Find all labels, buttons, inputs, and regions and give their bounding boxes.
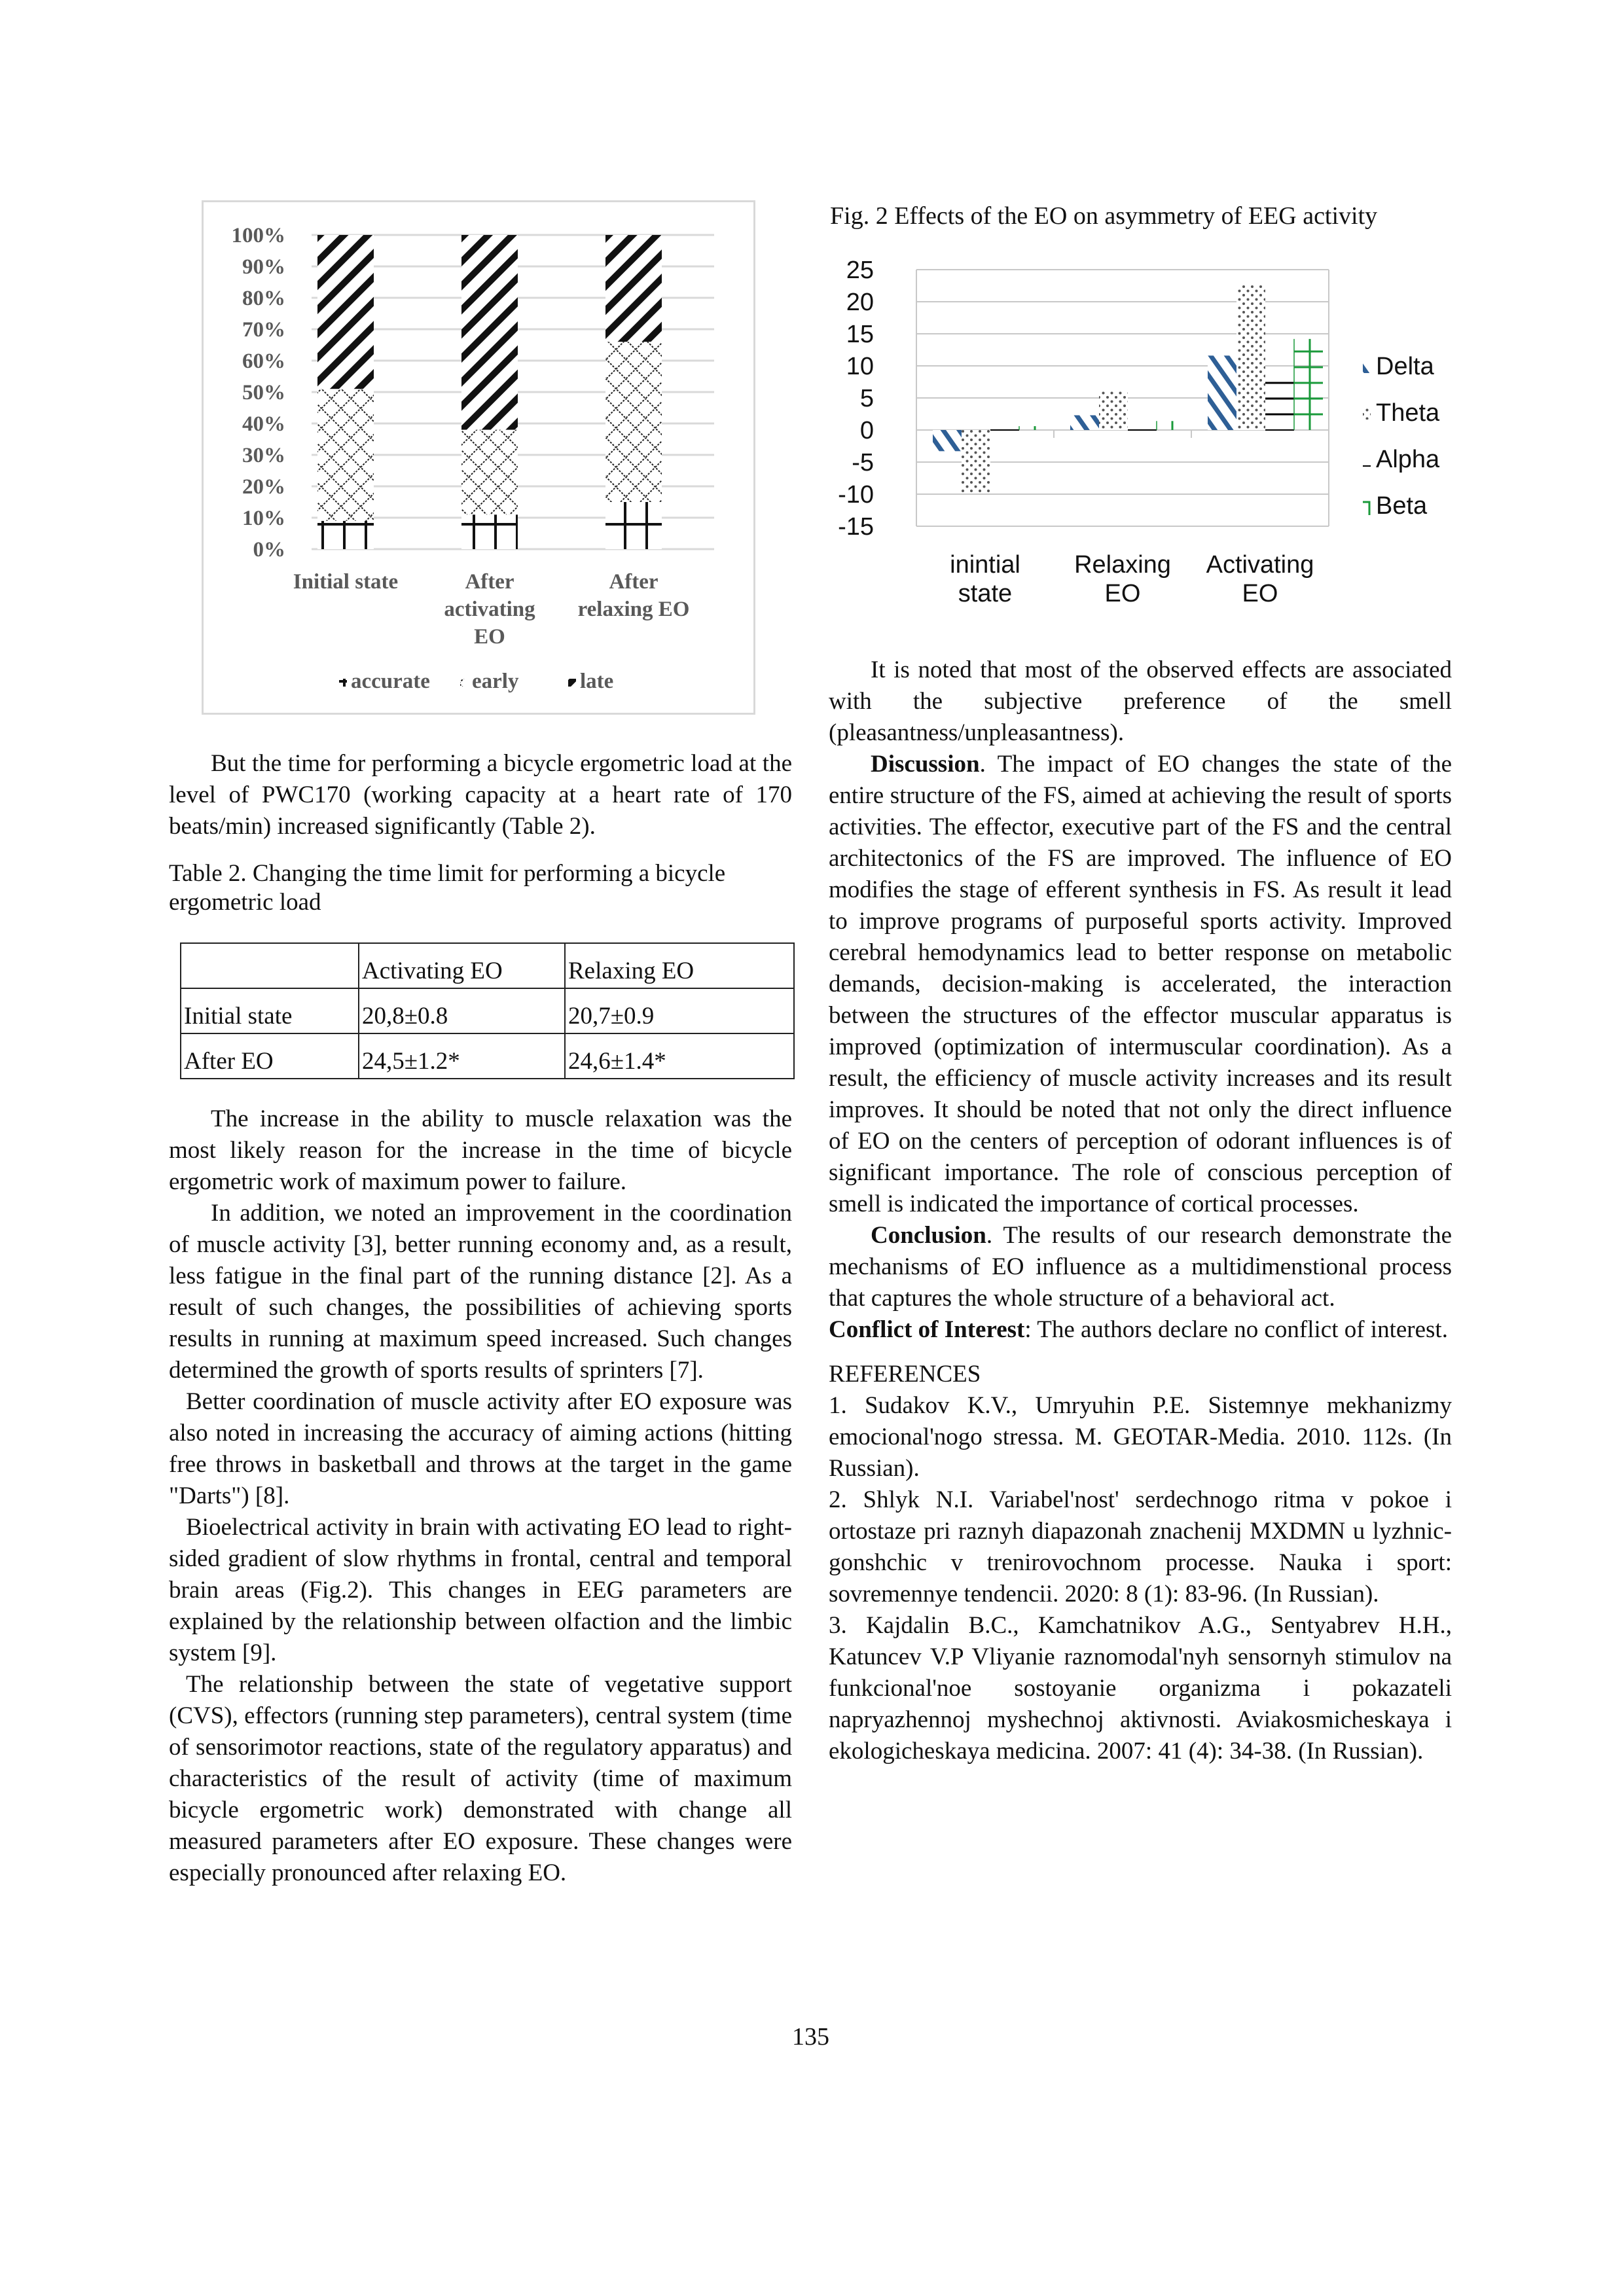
y-tick-label: -15 bbox=[838, 513, 874, 541]
conflict-text: : The authors declare no conflict of interest. bbox=[1024, 1316, 1448, 1343]
legend-swatch-icon bbox=[1363, 502, 1369, 515]
table-cell: 20,8±0.8 bbox=[359, 988, 565, 1033]
eeg-asymmetry-chart bbox=[825, 242, 1466, 615]
conclusion-text: . The results of our research demonstrate the mechanisms of EO influence as a multidimenstional process that captures the whole structure of a behavioral act. bbox=[829, 1222, 1452, 1312]
bar-segment-accurate bbox=[317, 521, 374, 549]
x-tick-label: EO bbox=[474, 625, 505, 649]
reference-item: 1. Sudakov K.V., Umryuhin P.E. Sistemnye mekhanizmy emocional'nogo stressa. M. GEOTAR-Media. 2010. 112s. (In Russian). bbox=[829, 1392, 1452, 1482]
y-tick-label: 10 bbox=[846, 353, 874, 380]
table-2 bbox=[180, 942, 795, 1079]
reference-item: 2. Shlyk N.I. Variabel'nost' serdechnogo ritma v pokoe i ortostaze pri raznyh diapazonah znachenij MXDMN u lyzhnic-gonshchic v trenirovochnom processe. Nauka i sport: sovremennye tendencii. 2020: 8 (1): 83-96. (In Russian). bbox=[829, 1486, 1452, 1607]
y-tick-label: 60% bbox=[242, 350, 285, 373]
bar-alpha bbox=[1265, 383, 1294, 430]
reaction-accuracy-chart bbox=[202, 200, 755, 715]
chart1-y-axis bbox=[232, 224, 286, 562]
x-tick-label: After bbox=[609, 570, 659, 594]
x-tick-label: activating bbox=[444, 598, 535, 621]
y-tick-label: 0% bbox=[253, 538, 285, 562]
y-tick-label: 50% bbox=[242, 381, 285, 404]
bar-segment-late bbox=[605, 235, 662, 342]
bar-segment-early bbox=[461, 430, 518, 515]
x-tick-label: Activating bbox=[1206, 551, 1314, 579]
paragraph: Better coordination of muscle activity after EO exposure was also noted in increasing the accuracy of aiming actions (hitting free throws in basketball and throws at the target in the game "Darts") [8]. bbox=[169, 1388, 792, 1509]
y-tick-label: 80% bbox=[242, 287, 285, 310]
x-tick-label: relaxing EO bbox=[577, 598, 690, 621]
paragraph: In addition, we noted an improvement in the coordination of muscle activity [3], better running economy and, as a result, less fatigue in the final part of the running distance [2]. As a result of such changes, the possibilities of achieving sports results in running at maximum speed increased. Such changes determined the growth of sports results of sprinters [7]. bbox=[169, 1200, 792, 1384]
y-tick-label: 90% bbox=[242, 255, 285, 279]
bar-segment-late bbox=[461, 235, 518, 430]
bar-beta bbox=[1157, 421, 1172, 430]
bar-theta bbox=[962, 430, 990, 493]
legend-label: Delta bbox=[1376, 353, 1434, 380]
bar-theta bbox=[1236, 285, 1265, 430]
chart2-legend bbox=[1363, 353, 1440, 520]
y-tick-label: 30% bbox=[242, 444, 285, 467]
y-tick-label: 25 bbox=[846, 257, 874, 284]
chart2-y-axis bbox=[838, 257, 874, 541]
y-tick-label: 10% bbox=[242, 507, 285, 530]
table-caption: Table 2. Changing the time limit for performing a bicycle ergometric load bbox=[169, 860, 726, 916]
legend-swatch-icon bbox=[1363, 361, 1371, 373]
conclusion-paragraph bbox=[829, 1220, 1452, 1314]
table-header-cell: Activating EO bbox=[359, 943, 565, 988]
chart1-x-axis bbox=[293, 570, 690, 649]
table-header-cell: Relaxing EO bbox=[565, 943, 794, 988]
chart1-legend bbox=[339, 670, 613, 693]
y-tick-label: 100% bbox=[231, 224, 285, 247]
table-cell: 24,6±1.4* bbox=[565, 1033, 794, 1079]
table-header-cell bbox=[181, 943, 359, 988]
y-tick-label: 5 bbox=[859, 385, 874, 412]
y-tick-label: 70% bbox=[242, 318, 285, 342]
bar-segment-early bbox=[605, 342, 662, 502]
references-heading: REFERENCES bbox=[829, 1361, 981, 1388]
y-tick-label: 40% bbox=[242, 412, 285, 436]
paragraph: Bioelectrical activity in brain with activating EO lead to right-sided gradient of slow rhythms in frontal, central and temporal brain areas (Fig.2). This changes in EEG parameters are explained by the relationship between olfaction and the limbic system [9]. bbox=[169, 1514, 792, 1666]
bar-segment-late bbox=[317, 235, 374, 389]
legend-swatch-icon bbox=[460, 679, 468, 687]
x-tick-label: inintial bbox=[950, 551, 1020, 579]
figure-2-caption: Fig. 2 Effects of the EO on asymmetry of EEG activity bbox=[830, 202, 1378, 230]
chart2-canvas bbox=[825, 242, 1466, 615]
x-tick-label: EO bbox=[1104, 580, 1141, 607]
discussion-heading: Discussion bbox=[871, 751, 980, 778]
table-header-row bbox=[181, 943, 794, 988]
discussion-text: . The impact of EO changes the state of the entire structure of the FS, aimed at achieving the result of sports activities. The effector, executive part of the FS and the central architectonics of the FS are improved. The influence of EO modifies the stage of efferent synthesis in FS. As result it lead to improve programs of purposeful sports activity. Improved cerebral hemodynamics lead to better response on metabolic demands, decision-making is accelerated, the interaction between the structures of the effector muscular apparatus is improved (optimization of intermuscular coordination). As a result, the efficiency of muscle activity increases and its result improves. It should be noted that not only the direct influence of EO on the centers of perception of odorant influences is of significant importance. The role of conscious perception of smell is indicated the importance of cortical processes. bbox=[829, 751, 1452, 1217]
legend-label: Beta bbox=[1376, 492, 1428, 520]
discussion-paragraph bbox=[829, 749, 1452, 1220]
legend-swatch-icon bbox=[568, 679, 576, 687]
page-number: 135 bbox=[792, 2023, 829, 2051]
paragraph: The increase in the ability to muscle relaxation was the most likely reason for the increase in the time of bicycle ergometric work of maximum power to failure. bbox=[169, 1105, 792, 1195]
paragraph: The relationship between the state of vegetative support (CVS), effectors (running step parameters), central system (time of sensorimotor reactions, state of the regulatory apparatus) and characteristics of the result of activity (time of maximum bicycle ergometric work) demonstrated with change all measured parameters after EO exposure. These changes were especially pronounced after relaxing EO. bbox=[169, 1671, 792, 1886]
paragraph: But the time for performing a bicycle ergometric load at the level of PWC170 (working capacity at a heart rate of 170 beats/min) increased significantly (Table 2). bbox=[169, 750, 792, 840]
legend-label: early bbox=[472, 670, 519, 693]
bar-segment-accurate bbox=[605, 502, 662, 549]
paragraph: It is noted that most of the observed effects are associated with the subjective preference of the smell (pleasantness/unpleasantness). bbox=[829, 656, 1452, 746]
table-row bbox=[181, 1033, 794, 1079]
bar-delta bbox=[933, 430, 962, 451]
y-tick-label: 15 bbox=[846, 321, 874, 348]
legend-label: accurate bbox=[351, 670, 430, 693]
y-tick-label: -10 bbox=[838, 481, 874, 509]
y-tick-label: 20 bbox=[846, 289, 874, 316]
legend-label: late bbox=[580, 670, 614, 693]
table-cell: After EO bbox=[181, 1033, 359, 1079]
x-tick-label: After bbox=[465, 570, 514, 594]
conflict-heading: Conflict of Interest bbox=[829, 1316, 1025, 1343]
table-cell: 20,7±0.9 bbox=[565, 988, 794, 1033]
y-tick-label: -5 bbox=[852, 449, 874, 476]
left-column-body bbox=[169, 1103, 792, 1889]
chart2-x-axis bbox=[950, 551, 1314, 607]
y-tick-label: 0 bbox=[859, 417, 874, 444]
left-column-top bbox=[169, 748, 792, 917]
chart1-bars bbox=[317, 235, 662, 549]
legend-swatch-icon bbox=[339, 679, 347, 687]
x-tick-label: Relaxing bbox=[1074, 551, 1171, 579]
x-tick-label: EO bbox=[1242, 580, 1278, 607]
y-tick-label: 20% bbox=[242, 475, 285, 499]
table-row bbox=[181, 988, 794, 1033]
bar-segment-accurate bbox=[461, 514, 518, 549]
right-column bbox=[829, 655, 1452, 1767]
chart1-canvas bbox=[204, 202, 757, 717]
legend-label: Alpha bbox=[1376, 446, 1440, 473]
legend-swatch-icon bbox=[1363, 408, 1371, 420]
bar-delta bbox=[1070, 415, 1099, 430]
x-tick-label: Initial state bbox=[293, 570, 399, 594]
legend-label: Theta bbox=[1376, 399, 1440, 427]
conclusion-heading: Conclusion bbox=[871, 1222, 986, 1249]
conflict-paragraph bbox=[829, 1314, 1452, 1346]
table-cell: 24,5±1.2* bbox=[359, 1033, 565, 1079]
table-cell: Initial state bbox=[181, 988, 359, 1033]
bar-beta bbox=[1294, 339, 1323, 430]
bar-segment-early bbox=[317, 389, 374, 521]
bar-theta bbox=[1099, 390, 1128, 430]
bar-delta bbox=[1208, 355, 1236, 430]
reference-item: 3. Kajdalin B.C., Kamchatnikov A.G., Sentyabrev H.H., Katuncev V.P Vliyanie raznomodal'nyh sensornyh stimulov na funkcional'noe sostoyanie organizma i pokazateli napryazhennoj myshechnoj aktivnosti. Aviakosmicheskaya i ekologicheskaya medicina. 2007: 41 (4): 34-38. (In Russian). bbox=[829, 1612, 1452, 1765]
x-tick-label: state bbox=[958, 580, 1013, 607]
